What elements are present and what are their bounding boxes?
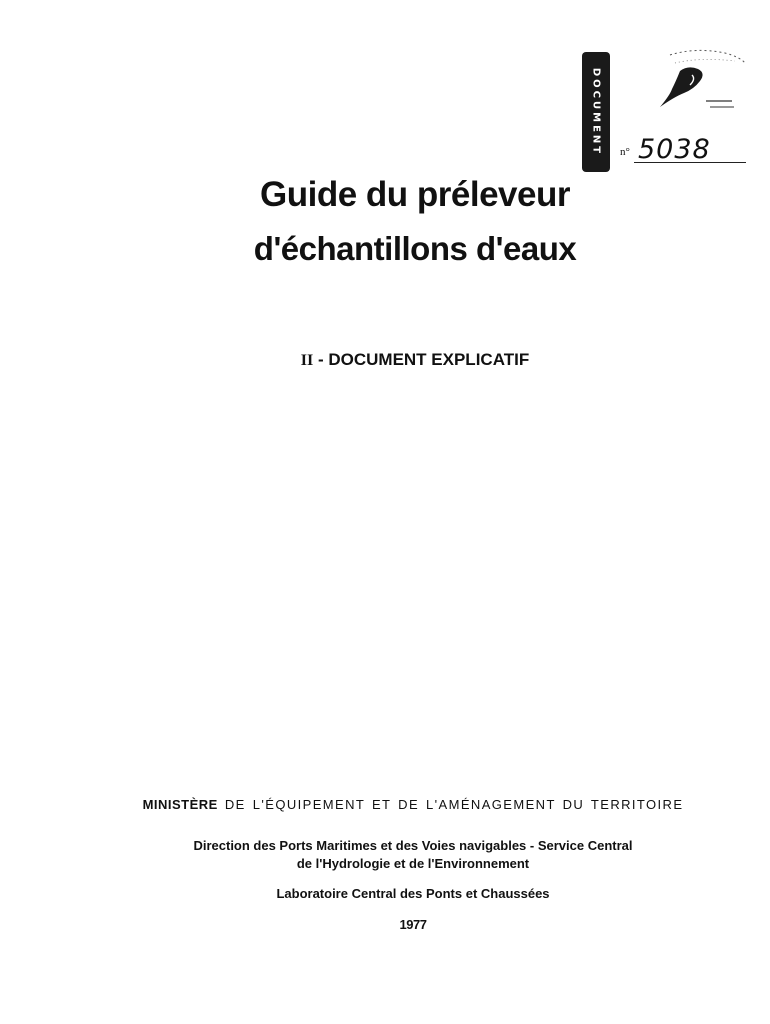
direction-block xyxy=(0,837,770,873)
title-line-2: d'échantillons d'eaux xyxy=(253,230,577,267)
part-subtitle xyxy=(0,350,770,370)
part-title: - DOCUMENT EXPLICATIF xyxy=(317,350,530,369)
direction-line-2: de l'Hydrologie et de l'Environnement xyxy=(296,856,530,871)
part-numeral: II xyxy=(300,352,314,369)
title-line-1: Guide du préleveur xyxy=(260,175,570,214)
laboratory-line: Laboratoire Central des Ponts et Chaussées xyxy=(276,886,550,901)
agency-logo xyxy=(640,45,750,125)
ministry-rest: DE L'ÉQUIPEMENT ET DE L'AMÉNAGEMENT DU TERRITOIRE xyxy=(224,797,684,812)
stamp-number-prefix: n° xyxy=(620,146,630,158)
direction-line-1: Direction des Ports Maritimes et des Voies navigables - Service Central xyxy=(193,838,633,853)
stamp-number-value: 5038 xyxy=(638,134,711,165)
document-stamp xyxy=(582,52,610,172)
stamp-underline xyxy=(634,162,746,163)
ministry-lead: MINISTÈRE xyxy=(142,797,218,812)
publication-year: 1977 xyxy=(399,917,427,932)
document-stamp-label: DOCUMENT xyxy=(590,67,602,157)
ministry-line xyxy=(0,797,770,812)
agency-logo-icon xyxy=(640,45,750,125)
stamp-number xyxy=(620,134,750,170)
